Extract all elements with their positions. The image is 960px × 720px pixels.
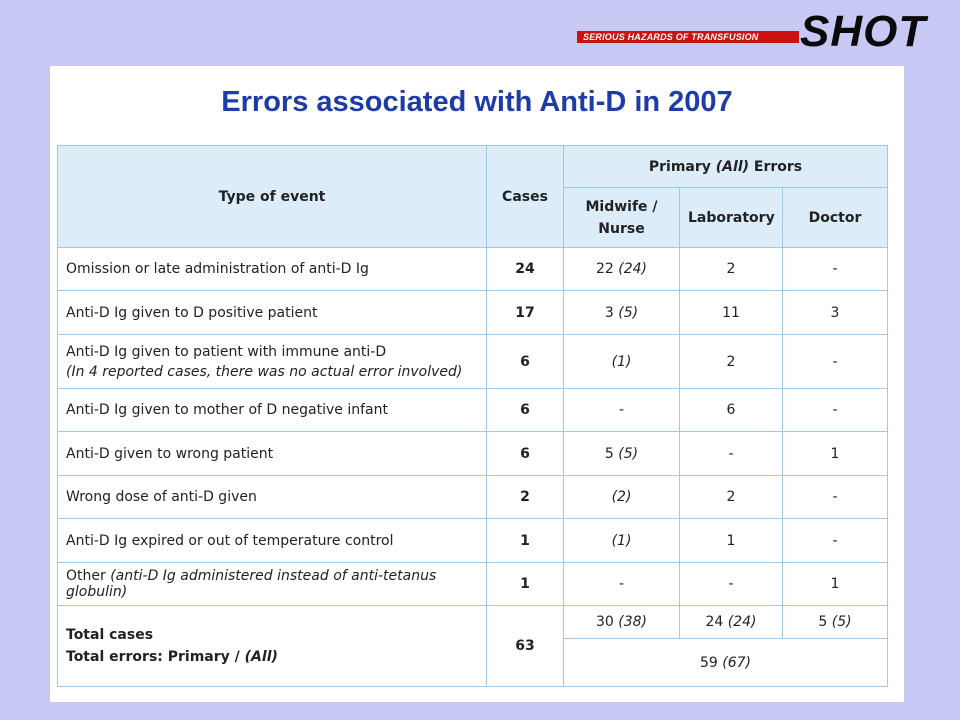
total-errors: 59: [699, 654, 718, 671]
event-label: Omission or late administration of anti-D Ig: [66, 261, 369, 277]
cases-cell: 6: [487, 335, 564, 389]
event-cell: [58, 476, 487, 519]
total-errors-cell: [564, 639, 888, 687]
table-row: [58, 563, 888, 606]
header-primary-label: Primary: [648, 158, 711, 175]
event-label: Anti-D Ig given to patient with immune anti-D: [66, 343, 387, 360]
cases-cell: 17: [487, 291, 564, 335]
total-cases-label: Total cases: [66, 627, 154, 643]
midwife-all: (2): [611, 489, 632, 505]
cases-cell: 6: [487, 389, 564, 432]
event-label: Wrong dose of anti-D given: [66, 489, 257, 505]
table-row: [58, 519, 888, 563]
table-row: [58, 248, 888, 291]
event-cell: [58, 248, 487, 291]
total-laboratory-all: (24): [727, 614, 757, 630]
doctor-cell: 3: [783, 291, 888, 335]
event-label: Anti-D given to wrong patient: [66, 445, 274, 462]
event-cell: [58, 563, 487, 606]
total-laboratory: 24: [705, 614, 724, 630]
cases-cell: 24: [487, 248, 564, 291]
midwife-cell: [564, 476, 680, 519]
midwife-primary: -: [618, 576, 625, 592]
errors-table-wrapper: [57, 145, 887, 687]
midwife-cell: [564, 335, 680, 389]
doctor-cell: -: [783, 389, 888, 432]
event-note: (anti-D Ig administered instead of anti-tetanus globulin): [66, 568, 437, 600]
event-cell: [58, 519, 487, 563]
event-cell: [58, 335, 487, 389]
total-cases-value: 63: [487, 606, 564, 687]
midwife-cell: [564, 389, 680, 432]
total-errors-all: (67): [722, 654, 752, 671]
page-title: Errors associated with Anti-D in 2007: [221, 86, 733, 118]
laboratory-cell: 2: [680, 335, 783, 389]
doctor-cell: -: [783, 476, 888, 519]
midwife-all: (5): [618, 445, 639, 462]
event-label: Anti-D Ig expired or out of temperature control: [66, 532, 394, 549]
laboratory-cell: 11: [680, 291, 783, 335]
table-row: [58, 291, 888, 335]
midwife-primary: 5: [604, 445, 614, 462]
midwife-cell: [564, 248, 680, 291]
doctor-cell: 1: [783, 432, 888, 476]
header-laboratory: Laboratory: [680, 188, 783, 248]
laboratory-cell: -: [680, 563, 783, 606]
event-cell: [58, 432, 487, 476]
midwife-cell: [564, 432, 680, 476]
event-cell: [58, 389, 487, 432]
doctor-cell: 1: [783, 563, 888, 606]
midwife-primary: 22: [595, 261, 614, 277]
midwife-all: (5): [618, 304, 639, 321]
midwife-primary: -: [618, 402, 625, 418]
table-row: [58, 432, 888, 476]
midwife-primary: 3: [604, 304, 614, 321]
total-doctor-all: (5): [831, 614, 852, 630]
laboratory-cell: 2: [680, 248, 783, 291]
laboratory-cell: 2: [680, 476, 783, 519]
event-label: Anti-D Ig given to mother of D negative infant: [66, 402, 388, 418]
event-label: Anti-D Ig given to D positive patient: [66, 304, 318, 321]
midwife-all: (24): [618, 261, 648, 277]
header-type-of-event: Type of event: [58, 146, 487, 248]
logo-tagline: SERIOUS HAZARDS OF TRANSFUSION: [577, 31, 799, 43]
doctor-cell: -: [783, 248, 888, 291]
midwife-all: (1): [611, 532, 632, 549]
cases-cell: 1: [487, 563, 564, 606]
total-doctor-cell: [783, 606, 888, 639]
total-laboratory-cell: [680, 606, 783, 639]
event-label: Other: [66, 568, 106, 584]
laboratory-cell: -: [680, 432, 783, 476]
header-midwife: Midwife / Nurse: [564, 188, 680, 248]
total-errors-label: Total errors: Primary /: [66, 649, 240, 665]
errors-table: [57, 145, 888, 687]
totals-row: [58, 606, 888, 639]
total-midwife-cell: [564, 606, 680, 639]
midwife-all: (1): [611, 353, 632, 370]
header-primary-all: (All): [715, 158, 750, 175]
table-row: [58, 335, 888, 389]
doctor-cell: -: [783, 335, 888, 389]
laboratory-cell: 1: [680, 519, 783, 563]
totals-label-cell: [58, 606, 487, 687]
cases-cell: 6: [487, 432, 564, 476]
total-doctor: 5: [818, 614, 828, 630]
doctor-cell: -: [783, 519, 888, 563]
total-midwife-all: (38): [618, 614, 648, 630]
content-panel: [50, 66, 904, 702]
cases-cell: 2: [487, 476, 564, 519]
cases-cell: 1: [487, 519, 564, 563]
midwife-cell: [564, 563, 680, 606]
logo-wordmark: SHOT: [800, 7, 927, 56]
total-midwife: 30: [595, 614, 614, 630]
header-cases: Cases: [487, 146, 564, 248]
header-primary-suffix: Errors: [753, 158, 803, 175]
midwife-cell: [564, 519, 680, 563]
event-note: (In 4 reported cases, there was no actual error involved): [66, 363, 463, 380]
midwife-cell: [564, 291, 680, 335]
table-body: [58, 248, 888, 687]
table-row: [58, 476, 888, 519]
table-row: [58, 389, 888, 432]
header-doctor: Doctor: [783, 188, 888, 248]
event-cell: [58, 291, 487, 335]
total-errors-label-all: (All): [244, 649, 278, 665]
header-primary-errors: [564, 146, 888, 188]
laboratory-cell: 6: [680, 389, 783, 432]
